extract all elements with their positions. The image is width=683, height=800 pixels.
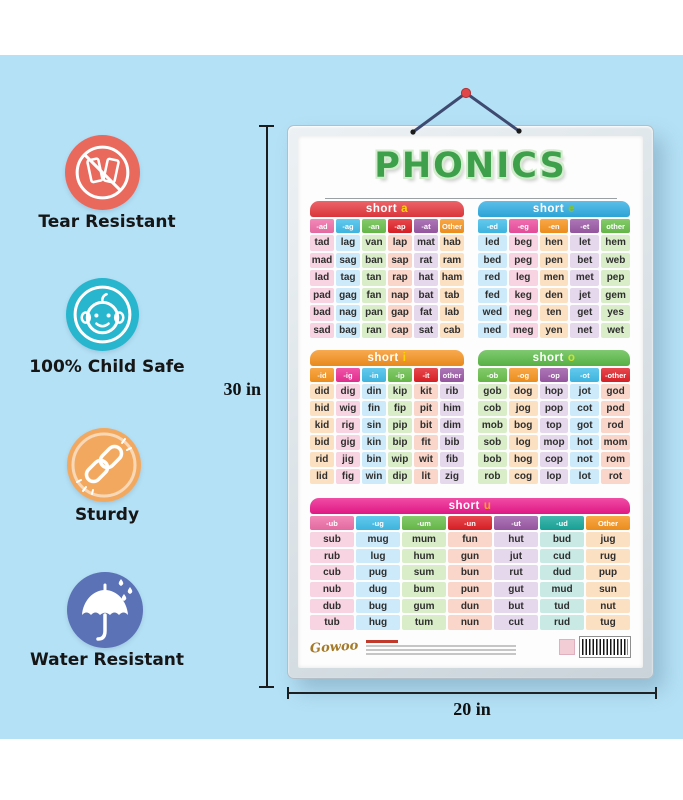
table-title: short u — [310, 498, 630, 514]
word-column — [440, 384, 464, 484]
word-cell: pit — [414, 401, 438, 416]
word-cell: tum — [402, 615, 446, 630]
word-column — [478, 235, 507, 338]
word-cell: gap — [388, 305, 412, 321]
column-header: -id — [310, 368, 334, 382]
word-cell: cub — [310, 565, 354, 580]
column-header: -ap — [388, 219, 412, 233]
word-cell: jut — [494, 549, 538, 564]
word-cell: zig — [440, 469, 464, 484]
column-header: -other — [601, 368, 630, 382]
word-column — [509, 384, 538, 484]
word-cell: pup — [586, 565, 630, 580]
word-cell: dud — [540, 565, 584, 580]
word-cell: kip — [388, 384, 412, 399]
word-cell: pug — [356, 565, 400, 580]
word-cell: jot — [570, 384, 599, 399]
hanger-string — [393, 86, 533, 142]
table-title: short a — [310, 201, 464, 217]
table-title: short i — [310, 350, 464, 366]
column-header: -it — [414, 368, 438, 382]
word-cell: lit — [414, 469, 438, 484]
column-header: other — [440, 368, 464, 382]
column-header: -ud — [540, 516, 584, 530]
word-cell: not — [570, 452, 599, 467]
word-cell: dun — [448, 599, 492, 614]
word-cell: mad — [310, 253, 334, 269]
word-cell: red — [478, 270, 507, 286]
word-cell: cut — [494, 615, 538, 630]
brand-logo: Gowoo — [309, 637, 359, 657]
word-cell: nap — [388, 288, 412, 304]
word-column — [448, 532, 492, 630]
water-resistant-label: Water Resistant — [29, 650, 185, 670]
phonics-table-short-a — [310, 201, 464, 338]
height-dimension-line — [266, 126, 268, 687]
word-cell: met — [570, 270, 599, 286]
baby-face-icon — [66, 278, 139, 351]
word-column — [601, 384, 630, 484]
column-header: -ob — [478, 368, 507, 382]
word-column — [310, 532, 354, 630]
word-cell: did — [310, 384, 334, 399]
phonics-table-short-e — [478, 201, 630, 338]
word-cell: get — [570, 305, 599, 321]
word-cell: hab — [440, 235, 464, 251]
child-safe-badge — [66, 278, 139, 351]
word-cell: rut — [494, 565, 538, 580]
word-cell: ram — [440, 253, 464, 269]
column-header: -ip — [388, 368, 412, 382]
word-column — [388, 384, 412, 484]
word-cell: dug — [356, 582, 400, 597]
word-cell: gut — [494, 582, 538, 597]
word-cell: mat — [414, 235, 438, 251]
word-cell: bet — [570, 253, 599, 269]
word-cell: hug — [356, 615, 400, 630]
word-cell: meg — [509, 323, 538, 339]
word-column — [336, 384, 360, 484]
sturdy-badge — [67, 428, 141, 502]
word-column — [310, 235, 334, 338]
word-cell: dip — [388, 469, 412, 484]
dimension-tick — [655, 687, 657, 699]
word-cell: pip — [388, 418, 412, 433]
word-cell: pad — [310, 288, 334, 304]
word-column — [402, 532, 446, 630]
word-cell: sat — [414, 323, 438, 339]
word-cell: kin — [362, 435, 386, 450]
word-cell: rib — [440, 384, 464, 399]
word-cell: fin — [362, 401, 386, 416]
word-cell: rom — [601, 452, 630, 467]
column-header: -et — [570, 219, 599, 233]
word-cell: cud — [540, 549, 584, 564]
tear-resistant-badge — [65, 135, 140, 210]
word-cell: fat — [414, 305, 438, 321]
word-cell: bob — [478, 452, 507, 467]
word-column — [440, 235, 464, 338]
column-header: -op — [540, 368, 569, 382]
word-cell: bit — [414, 418, 438, 433]
word-cell: beg — [509, 235, 538, 251]
word-cell: lag — [336, 235, 360, 251]
word-cell: tag — [336, 270, 360, 286]
word-cell: mum — [402, 532, 446, 547]
column-header: other — [601, 219, 630, 233]
word-cell: cap — [388, 323, 412, 339]
word-cell: tab — [440, 288, 464, 304]
word-cell: rug — [586, 549, 630, 564]
word-cell: pun — [448, 582, 492, 597]
word-cell: pod — [601, 401, 630, 416]
column-header: Other — [440, 219, 464, 233]
tear-resistant-label: Tear Resistant — [38, 212, 176, 232]
chain-link-icon — [67, 428, 141, 502]
word-cell: bib — [440, 435, 464, 450]
word-cell: cop — [540, 452, 569, 467]
word-cell: bog — [509, 418, 538, 433]
word-cell: sum — [402, 565, 446, 580]
word-cell: rid — [310, 452, 334, 467]
word-cell: fib — [440, 452, 464, 467]
phonics-table-short-o — [478, 350, 630, 484]
word-cell: fip — [388, 401, 412, 416]
word-cell: hat — [414, 270, 438, 286]
word-cell: lop — [540, 469, 569, 484]
word-cell: sad — [310, 323, 334, 339]
word-cell: cog — [509, 469, 538, 484]
word-cell: rob — [478, 469, 507, 484]
word-cell: dog — [509, 384, 538, 399]
word-cell: hop — [540, 384, 569, 399]
word-cell: rud — [540, 615, 584, 630]
word-cell: pan — [362, 305, 386, 321]
poster-footer — [310, 634, 630, 660]
word-cell: lid — [310, 469, 334, 484]
word-column — [540, 235, 569, 338]
word-cell: fan — [362, 288, 386, 304]
word-cell: wip — [388, 452, 412, 467]
word-cell: led — [478, 235, 507, 251]
word-cell: god — [601, 384, 630, 399]
word-cell: dub — [310, 599, 354, 614]
word-column — [310, 384, 334, 484]
word-cell: din — [362, 384, 386, 399]
height-dimension-label: 30 in — [223, 379, 261, 399]
word-cell: jug — [586, 532, 630, 547]
word-column — [540, 384, 569, 484]
word-cell: jog — [509, 401, 538, 416]
word-cell: ned — [478, 323, 507, 339]
word-cell: log — [509, 435, 538, 450]
word-column — [414, 235, 438, 338]
word-cell: pop — [540, 401, 569, 416]
word-cell: bud — [540, 532, 584, 547]
word-cell: lab — [440, 305, 464, 321]
column-header: -ad — [310, 219, 334, 233]
word-cell: bug — [356, 599, 400, 614]
word-cell: gun — [448, 549, 492, 564]
column-header: -ed — [478, 219, 507, 233]
word-column — [570, 384, 599, 484]
word-cell: hog — [509, 452, 538, 467]
word-cell: cob — [478, 401, 507, 416]
word-cell: mom — [601, 435, 630, 450]
word-cell: wig — [336, 401, 360, 416]
word-cell: tug — [586, 615, 630, 630]
word-cell: but — [494, 599, 538, 614]
word-cell: bad — [310, 305, 334, 321]
word-cell: hem — [601, 235, 630, 251]
word-cell: ban — [362, 253, 386, 269]
word-cell: lot — [570, 469, 599, 484]
word-column — [336, 235, 360, 338]
word-cell: cab — [440, 323, 464, 339]
barcode-icon — [580, 637, 630, 657]
column-header: -ug — [356, 516, 400, 530]
column-header: -at — [414, 219, 438, 233]
word-cell: rod — [601, 418, 630, 433]
word-cell: sap — [388, 253, 412, 269]
word-cell: bip — [388, 435, 412, 450]
column-header: -an — [362, 219, 386, 233]
pin-icon — [461, 88, 470, 97]
word-cell: rap — [388, 270, 412, 286]
word-cell: hut — [494, 532, 538, 547]
word-cell: kit — [414, 384, 438, 399]
word-cell: bag — [336, 323, 360, 339]
word-cell: tad — [310, 235, 334, 251]
word-cell: keg — [509, 288, 538, 304]
word-column — [478, 384, 507, 484]
word-cell: lad — [310, 270, 334, 286]
column-header: -og — [509, 368, 538, 382]
poster-title: PHONICS — [374, 146, 567, 186]
word-cell: kid — [310, 418, 334, 433]
word-cell: fed — [478, 288, 507, 304]
word-cell: gob — [478, 384, 507, 399]
column-header: -ag — [336, 219, 360, 233]
word-column — [388, 235, 412, 338]
qr-code — [559, 639, 575, 655]
column-header: -un — [448, 516, 492, 530]
word-cell: wit — [414, 452, 438, 467]
word-cell: hid — [310, 401, 334, 416]
width-dimension-label: 20 in — [453, 699, 491, 719]
word-column — [601, 235, 630, 338]
word-cell: gag — [336, 288, 360, 304]
word-cell: bed — [478, 253, 507, 269]
word-cell: nag — [336, 305, 360, 321]
word-cell: pep — [601, 270, 630, 286]
word-cell: wed — [478, 305, 507, 321]
dimension-tick — [259, 686, 274, 688]
word-cell: him — [440, 401, 464, 416]
no-tear-icon — [65, 135, 140, 210]
word-cell: rat — [414, 253, 438, 269]
word-cell: peg — [509, 253, 538, 269]
column-header: -en — [540, 219, 569, 233]
word-cell: yen — [540, 323, 569, 339]
column-header: -ot — [570, 368, 599, 382]
word-cell: mob — [478, 418, 507, 433]
word-cell: sob — [478, 435, 507, 450]
word-cell: dim — [440, 418, 464, 433]
word-cell: tud — [540, 599, 584, 614]
word-cell: win — [362, 469, 386, 484]
column-header: Other — [586, 516, 630, 530]
word-cell: nun — [448, 615, 492, 630]
column-header: -eg — [509, 219, 538, 233]
column-header: -um — [402, 516, 446, 530]
word-cell: got — [570, 418, 599, 433]
word-cell: hum — [402, 549, 446, 564]
word-column — [540, 532, 584, 630]
dimension-tick — [287, 687, 289, 699]
word-cell: mug — [356, 532, 400, 547]
word-cell: mud — [540, 582, 584, 597]
word-cell: bid — [310, 435, 334, 450]
word-cell: bum — [402, 582, 446, 597]
word-cell: hot — [570, 435, 599, 450]
water-resistant-badge — [67, 572, 143, 648]
word-cell: top — [540, 418, 569, 433]
word-cell: lap — [388, 235, 412, 251]
word-cell: jet — [570, 288, 599, 304]
word-cell: nub — [310, 582, 354, 597]
word-column — [586, 532, 630, 630]
word-cell: sin — [362, 418, 386, 433]
word-cell: jig — [336, 452, 360, 467]
table-title: short o — [478, 350, 630, 366]
column-header: -in — [362, 368, 386, 382]
word-cell: pen — [540, 253, 569, 269]
phonics-table-short-i — [310, 350, 464, 484]
word-cell: ran — [362, 323, 386, 339]
column-header: -ub — [310, 516, 354, 530]
word-column — [356, 532, 400, 630]
word-cell: neg — [509, 305, 538, 321]
word-cell: gig — [336, 435, 360, 450]
column-header: -ig — [336, 368, 360, 382]
word-cell: nut — [586, 599, 630, 614]
word-column — [362, 384, 386, 484]
width-dimension-line — [287, 692, 657, 694]
table-title: short e — [478, 201, 630, 217]
word-column — [570, 235, 599, 338]
word-cell: wet — [601, 323, 630, 339]
fine-print — [366, 640, 516, 655]
word-cell: ham — [440, 270, 464, 286]
word-cell: van — [362, 235, 386, 251]
word-cell: let — [570, 235, 599, 251]
umbrella-rain-icon — [67, 572, 143, 648]
column-header: -ut — [494, 516, 538, 530]
word-column — [414, 384, 438, 484]
word-cell: gem — [601, 288, 630, 304]
word-cell: fit — [414, 435, 438, 450]
word-column — [509, 235, 538, 338]
word-column — [362, 235, 386, 338]
word-cell: bin — [362, 452, 386, 467]
word-cell: sun — [586, 582, 630, 597]
word-cell: rub — [310, 549, 354, 564]
word-cell: men — [540, 270, 569, 286]
word-cell: den — [540, 288, 569, 304]
word-cell: leg — [509, 270, 538, 286]
word-column — [494, 532, 538, 630]
word-cell: hen — [540, 235, 569, 251]
phonics-table-short-u — [310, 498, 630, 630]
word-cell: rig — [336, 418, 360, 433]
word-cell: fig — [336, 469, 360, 484]
word-cell: bat — [414, 288, 438, 304]
word-cell: net — [570, 323, 599, 339]
word-cell: gum — [402, 599, 446, 614]
word-cell: sag — [336, 253, 360, 269]
word-cell: tan — [362, 270, 386, 286]
word-cell: ten — [540, 305, 569, 321]
sturdy-label: Sturdy — [74, 505, 140, 525]
word-cell: web — [601, 253, 630, 269]
word-cell: tub — [310, 615, 354, 630]
word-cell: fun — [448, 532, 492, 547]
word-cell: mop — [540, 435, 569, 450]
word-cell: cot — [570, 401, 599, 416]
word-cell: yes — [601, 305, 630, 321]
word-cell: sub — [310, 532, 354, 547]
title-divider — [325, 198, 617, 199]
word-cell: bun — [448, 565, 492, 580]
dimension-tick — [259, 125, 274, 127]
phonics-poster — [287, 125, 654, 679]
word-cell: lug — [356, 549, 400, 564]
word-cell: rot — [601, 469, 630, 484]
word-cell: dig — [336, 384, 360, 399]
child-safe-label: 100% Child Safe — [29, 357, 185, 377]
